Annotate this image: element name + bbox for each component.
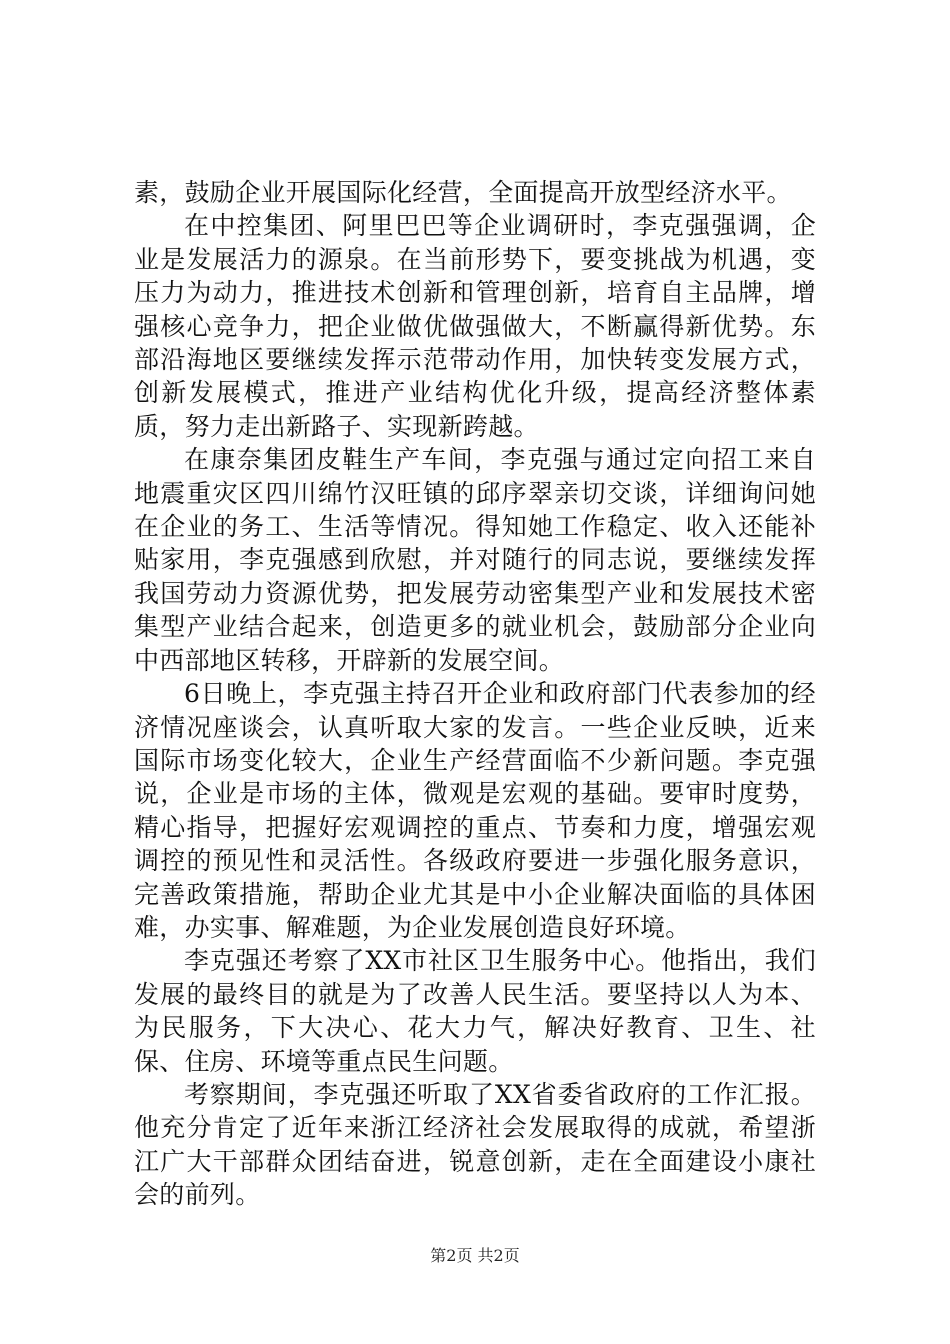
paragraph-continuation: 素，鼓励企业开展国际化经营，全面提高开放型经济水平。 [134,178,792,207]
paragraph-shoe-factory-visit: 在康奈集团皮鞋生产车间，李克强与通过定向招工来自地震重灾区四川绵竹汉旺镇的邱序翠亲切交谈，详细询问她在企业的务工、生活等情况。得知她工作稳定、收入还能补贴家用，李克强感到欣慰，并对随行的同志说，要继续发挥我国劳动力资源优势，把发展劳动密集型产业和发展技术密集型产业结合起来，创造更多的就业机会，鼓励部分企业向中西部地区转移，开辟新的发展空间。 [134,445,816,675]
paragraph-enterprise-research: 在中控集团、阿里巴巴等企业调研时，李克强强调，企业是发展活力的源泉。在当前形势下，要变挑战为机遇，变压力为动力，推进技术创新和管理创新，培育自主品牌，增强核心竞争力，把企业做优做强做大，不断赢得新优势。东部沿海地区要继续发挥示范带动作用，加快转变发展方式，创新发展模式，推进产业结构优化升级，提高经济整体素质，努力走出新路子、实现新跨越。 [134,211,816,441]
document-body [134,176,816,1212]
paragraph-provincial-report: 考察期间，李克强还听取了XX省委省政府的工作汇报。他充分肯定了近年来浙江经济社会发展取得的成就，希望浙江广大干部群众团结奋进，锐意创新，走在全面建设小康社会的前列。 [134,1079,816,1210]
page-number: 第2页 共2页 [430,1246,520,1265]
page-footer [0,1243,950,1266]
paragraph-health-center-visit: 李克强还考察了XX市社区卫生服务中心。他指出，我们发展的最终目的就是为了改善人民生活。要坚持以人为本、为民服务，下大决心、花大力气，解决好教育、卫生、社保、住房、环境等重点民生问题。 [134,946,816,1076]
paragraph-economic-symposium: 6日晚上，李克强主持召开企业和政府部门代表参加的经济情况座谈会，认真听取大家的发言。一些企业反映，近来国际市场变化较大，企业生产经营面临不少新问题。李克强说，企业是市场的主体，微观是宏观的基础。要审时度势，精心指导，把握好宏观调控的重点、节奏和力度，增强宏观调控的预见性和灵活性。各级政府要进一步强化服务意识，完善政策措施，帮助企业尤其是中小企业解决面临的具体困难，办实事、解难题，为企业发展创造良好环境。 [134,679,816,942]
